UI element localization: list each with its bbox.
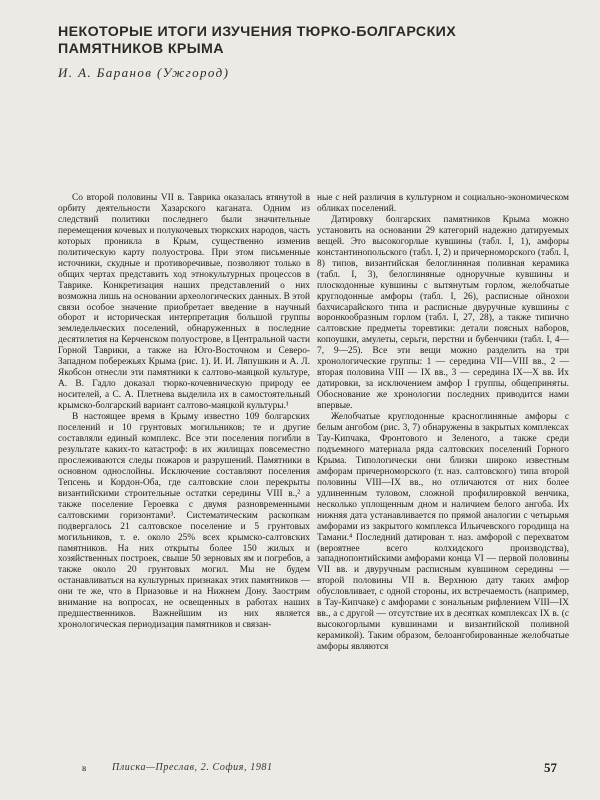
text-column-right xyxy=(317,193,569,653)
paragraph: В настоящее время в Крыму известно 109 болгарских поселений и 10 грунтовых могильников; те и другие составляли единый комплекс. Все эти поселения погибли в результате каких-то катастроф: в их жилищах повсеместно прослеживаются следы пожаров и разрушений. Памятники в основном однослойны. Исключение составляют поселения Тепсень и Кордон-Оба, где салтовские слои перекрыты византийскими строительные остатки середины VIII в.,² а также поселение Героевка с двумя разновременными салтовскими горизонтами³. Систематическим раскопкам подвергалось 21 салтовское поселение и 5 грунтовых могильников, т. е. около 25% всех крымско-салтовских памятников. На них открыты более 150 жилых и хозяйственных построек, свыше 50 зерновых ям и погребов, а также около 20 грунтовых могил. Мы не будем останавливаться на культурных признаках этих памятников — они те же, что в Приазовье и на Нижнем Дону. Заострим внимание на вопросах, не освещенных в работах наших предшественников. Важнейшим из них является хронологическая периодизация памятников и связан- xyxy=(58,412,310,631)
paragraph: Желобчатые круглодонные красноглиняные амфоры с белым ангобом (рис. 3, 7) обнаружены в закрытых комплексах Тау-Кипчака, Фронтового и Зеленого, а также среди подъемного материала ряда салтовских поселений Горного Крыма. Типологически они близки широко известным амфорам причерноморского (т. наз. салтовского) типа второй половины VIII—IX вв., но отличаются от них более удлиненным туловом, сложной профилировкой венчика, несколько уплощенным дном и наличием белого ангоба. Их нижняя дата устанавливается по прямой аналогии с четырьмя амфорами из закрытого комплекса Ильичевского городища на Тамани.⁴ Последний датирован т. наз. амфорой с перехватом (вероятнее всего колхидского производства), западнопонтийскими амфорами конца VI — первой половины VII вв. и двуручным расписным кувшином середины — второй половины VII в. Верхнюю дату таких амфор обусловливает, с одной стороны, их встречаемость (например, в Тау-Кипчаке) с амфорами с зональным рифлением VIII—IX вв., а с другой — отсутствие их в десятках комплексах IX в. (с высокогорлыми кувшинами и византийской поливной керамикой). Таким образом, белоангобированные желобчатые амфоры являются xyxy=(317,412,569,653)
title-line-1: НЕКОТОРЫЕ ИТОГИ ИЗУЧЕНИЯ ТЮРКО-БОЛГАРСКИХ xyxy=(58,24,457,40)
paragraph: Со второй половины VII в. Таврика оказалась втянутой в орбиту деятельности Хазарского каганата. Одним из следствий политики последнего были значительные перемещения кочевых и полукочевых тюркских народов, часть которых проникла в Крым, существенно изменив политическую карту полуострова. При этом письменные источники, скудные и противоречивые, позволяют только в общих чертах представить ход этнокультурных процессов в Таврике. Конкретизация наших представлений о них возможна лишь на основании археологических данных. В этой связи особое значение приобретает введение в научный оборот и историческая интерпретация большой группы земледельческих поселений, обнаруженных в последние десятилетия на Керченском полуострове, в Центральной части Горной Таврики, а также на Юго-Восточном и Северо-Западном побережьях Крыма (рис. 1). И. И. Ляпушкин и А. Л. Якобсон отнесли эти памятники к салтово-маяцкой культуре, А. В. Гадло доказал тюрко-кочевническую природу ее носителей, а С. А. Плетнева выделила их в самостоятельный крымско-болгарский вариант салтово-маяцкой культуры.¹ xyxy=(58,193,310,412)
paragraph: Датировку болгарских памятников Крыма можно установить на основании 29 категорий надежно датируемых вещей. Это высокогорлые кувшины (табл. I, 1), амфоры константинопольского (табл. I, 2) и причерноморского (табл. I, 8) типов, византийская белоглиняная поливная керамика (табл. I, 3), белоглиняные одноручные кувшины и плоскодонные кувшины с вытянутым горлом, желобчатые круглодонные амфоры (табл. I, 26), расписные ойнохои бахчисарайского типа и расписные двуручные кувшины с воронкообразным горлом (табл. I, 27, 28), а также типично салтовские предметы торевтики: детали поясных наборов, копоушки, амулеты, серьги, перстни и бубенчики (табл. I, 4—7, 9—25). Все эти вещи можно разделить на три хронологические группы: 1 — середина VII—VIII вв., 2 — вторая половина VIII — IX вв., 3 — середина IX—X вв. Их датировки, за исключением амфор I группы, общеприняты. Обоснование же хронологии последних приводится нами впервые. xyxy=(317,214,569,412)
title-line-2: ПАМЯТНИКОВ КРЫМА xyxy=(58,41,224,57)
article-title xyxy=(58,24,538,58)
page-number: 57 xyxy=(544,760,557,775)
page-footer xyxy=(0,760,600,780)
paragraph: ные с ней различия в культурном и социально-экономическом обликах поселений. xyxy=(317,193,569,214)
article-author: И. А. Баранов (Ужгород) xyxy=(58,65,230,80)
signature-mark: в xyxy=(82,763,87,773)
running-footer: Плиска—Преслав, 2. София, 1981 xyxy=(112,762,273,773)
text-column-left xyxy=(58,193,310,631)
